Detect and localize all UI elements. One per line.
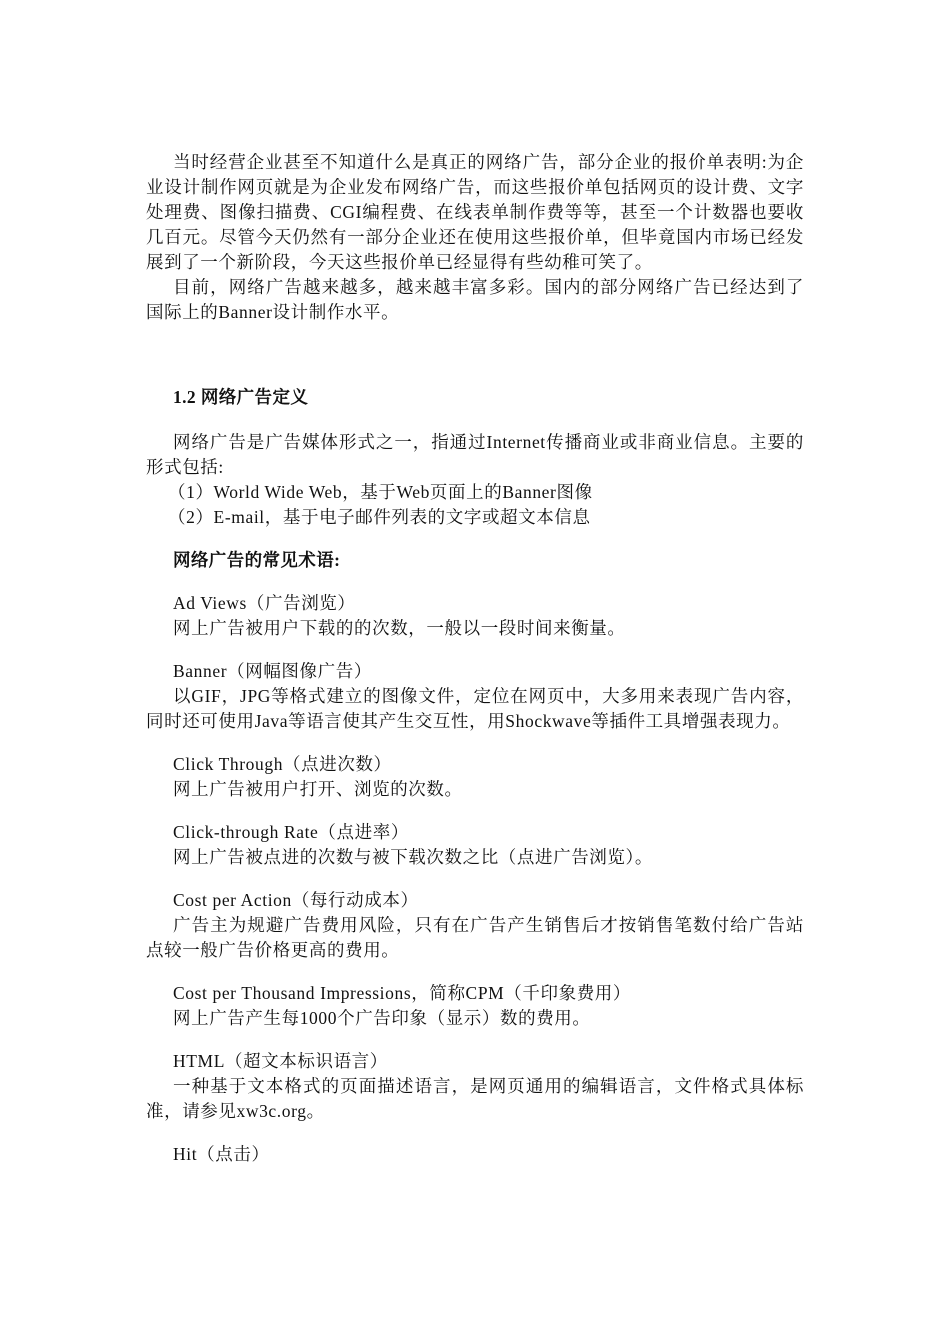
term-title: Banner（网幅图像广告） bbox=[173, 661, 372, 681]
term-title: Ad Views（广告浏览） bbox=[173, 593, 356, 613]
term-description: 网上广告被用户下载的的次数，一般以一段时间来衡量。 bbox=[173, 618, 626, 638]
term-description: 网上广告被点进的次数与被下载次数之比（点进广告浏览）。 bbox=[173, 847, 653, 867]
section-heading: 1.2 网络广告定义 bbox=[173, 387, 309, 407]
term-description: 网上广告产生每1000个广告印象（显示）数的费用。 bbox=[173, 1008, 591, 1028]
term-title: Click-through Rate（点进率） bbox=[173, 822, 409, 842]
term-description: 一种基于文本格式的页面描述语言，是网页通用的编辑语言，文件格式具体标准，请参见xw3c.org。 bbox=[146, 1076, 804, 1121]
form-item-1: （1）World Wide Web，基于Web页面上的Banner图像 bbox=[168, 482, 593, 502]
term-title: Cost per Thousand Impressions，简称CPM（千印象费用） bbox=[173, 983, 632, 1003]
document-page bbox=[146, 150, 804, 1167]
intro-paragraph-2: 目前，网络广告越来越多，越来越丰富多彩。国内的部分网络广告已经达到了国际上的Banner设计制作水平。 bbox=[146, 277, 804, 322]
term-description: 网上广告被用户打开、浏览的次数。 bbox=[173, 779, 463, 799]
form-item-2: （2）E-mail，基于电子邮件列表的文字或超文本信息 bbox=[168, 507, 591, 527]
term-title: Click Through（点进次数） bbox=[173, 754, 392, 774]
terms-heading: 网络广告的常见术语: bbox=[173, 550, 341, 570]
term-title: HTML（超文本标识语言） bbox=[173, 1051, 388, 1071]
term-title: Cost per Action（每行动成本） bbox=[173, 890, 419, 910]
term-title: Hit（点击） bbox=[173, 1144, 270, 1164]
term-description: 广告主为规避广告费用风险，只有在广告产生销售后才按销售笔数付给广告站点较一般广告价格更高的费用。 bbox=[146, 915, 804, 960]
intro-paragraph-1: 当时经营企业甚至不知道什么是真正的网络广告，部分企业的报价单表明:为企业设计制作网页就是为企业发布网络广告，而这些报价单包括网页的设计费、文字处理费、图像扫描费、CGI编程费、在线表单制作费等等，甚至一个计数器也要收几百元。尽管今天仍然有一部分企业还在使用这些报价单，但毕竟国内市场已经发展到了一个新阶段，今天这些报价单已经显得有些幼稚可笑了。 bbox=[146, 152, 804, 272]
definition-paragraph: 网络广告是广告媒体形式之一，指通过Internet传播商业或非商业信息。主要的形式包括: bbox=[146, 432, 804, 477]
term-description: 以GIF，JPG等格式建立的图像文件，定位在网页中，大多用来表现广告内容，同时还可使用Java等语言使其产生交互性，用Shockwave等插件工具增强表现力。 bbox=[146, 686, 804, 731]
